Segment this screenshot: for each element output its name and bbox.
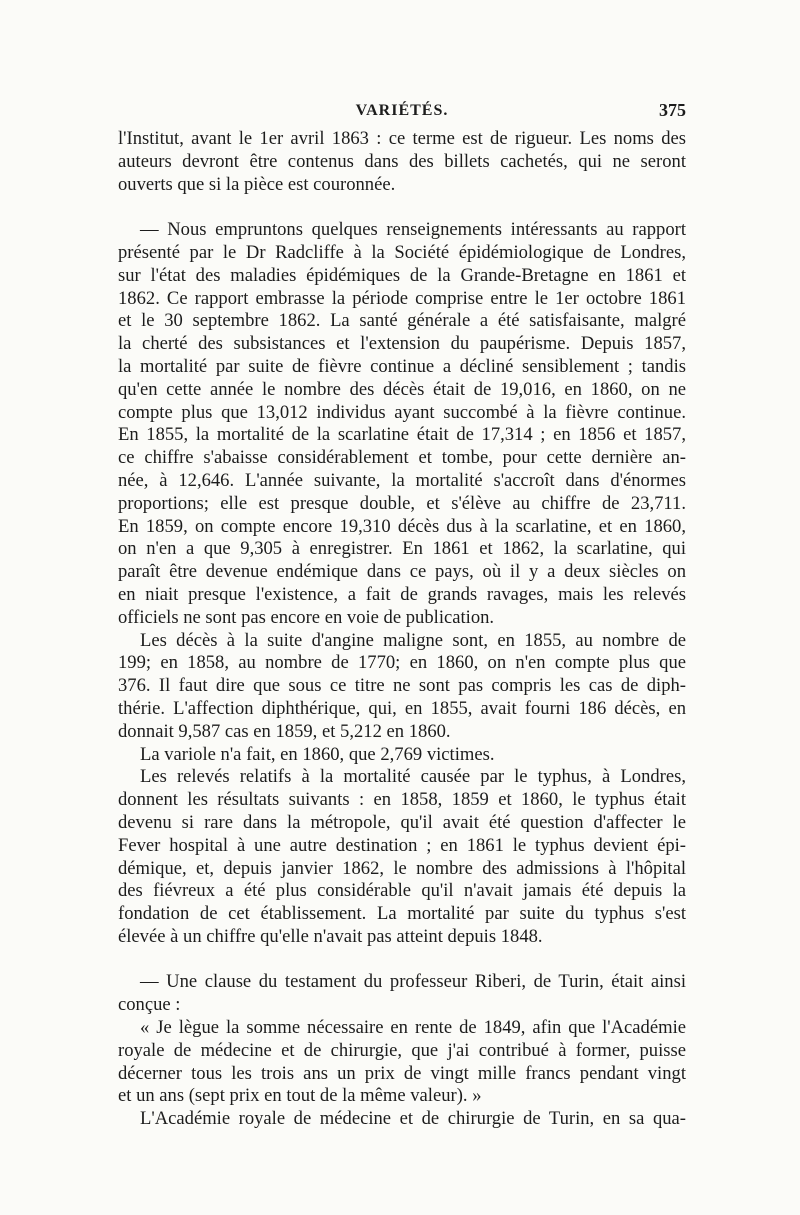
- text-line: — Une clause du testament du professeur Riberi, de Turin, était ainsi: [140, 971, 686, 993]
- text-line: et un ans (sept prix en tout de la même valeur). »: [118, 1085, 482, 1107]
- text-line: proportions; elle est presque double, et s'élève au chiffre de 23,711.: [118, 492, 686, 514]
- text-line: conçue :: [118, 994, 181, 1016]
- text-line: sur l'état des maladies épidémiques de la Grande-Bretagne en 1861 et: [118, 264, 686, 286]
- page-header: [118, 98, 686, 126]
- text-line: la mortalité par suite de fièvre continue a décliné sensiblement ; tandis: [118, 355, 686, 377]
- text-line: l'Institut, avant le 1er avril 1863 : ce terme est de rigueur. Les noms des: [118, 128, 686, 149]
- blank-line: [118, 949, 686, 972]
- text-line: présenté par le Dr Radcliffe à la Société épidémiologique de Londres,: [118, 241, 686, 263]
- text-line: devenu si rare dans la métropole, qu'il avait été question d'affecter le: [118, 811, 686, 833]
- text-line: L'Académie royale de médecine et de chirurgie de Turin, en sa qua-: [140, 1108, 686, 1130]
- text-line: Les décès à la suite d'angine maligne sont, en 1855, au nombre de: [140, 629, 686, 651]
- text-line: élevée à un chiffre qu'elle n'avait pas atteint depuis 1848.: [118, 925, 543, 947]
- page-number: 375: [659, 100, 686, 120]
- text-line: 376. Il faut dire que sous ce titre ne sont pas compris les cas de diph-: [118, 675, 686, 697]
- text-line: et le 30 septembre 1862. La santé générale a été satisfaisante, malgré: [118, 310, 686, 332]
- text-line: démique, et, depuis janvier 1862, le nombre des admissions à l'hôpital: [118, 857, 686, 879]
- text-line: En 1855, la mortalité de la scarlatine était de 17,314 ; en 1856 et 1857,: [118, 424, 686, 446]
- text-line: La variole n'a fait, en 1860, que 2,769 victimes.: [140, 743, 495, 765]
- text-line: la cherté des subsistances et l'extension du paupérisme. Depuis 1857,: [118, 333, 686, 355]
- text-line: donnent les résultats suivants : en 1858, 1859 et 1860, le typhus était: [118, 789, 686, 811]
- text-line: officiels ne sont pas encore en voie de publication.: [118, 606, 495, 628]
- text-line: décerner tous les trois ans un prix de vingt mille francs pendant vingt: [118, 1062, 686, 1084]
- text-line: née, à 12,646. L'année suivante, la mortalité s'accroît dans d'énormes: [118, 469, 686, 491]
- text-line: paraît être devenue endémique dans ce pays, où il y a deux siècles on: [118, 561, 686, 583]
- text-line: on n'en a que 9,305 à enregistrer. En 1861 et 1862, la scarlatine, qui: [118, 538, 686, 560]
- text-line: ouverts que si la pièce est couronnée.: [118, 173, 396, 195]
- text-line: En 1859, on compte encore 19,310 décès dus à la scarlatine, et en 1860,: [118, 515, 686, 537]
- text-line: 1862. Ce rapport embrasse la période comprise entre le 1er octobre 1861: [118, 287, 686, 309]
- text-line: Les relevés relatifs à la mortalité causée par le typhus, à Londres,: [140, 766, 686, 788]
- text-line: des fiévreux a été plus considérable qu'il n'avait jamais été depuis la: [118, 880, 686, 902]
- text-line: en niait presque l'existence, a fait de grands ravages, mais les relevés: [118, 583, 686, 605]
- text-line: fondation de cet établissement. La mortalité par suite du typhus s'est: [118, 903, 686, 925]
- text-line: Fever hospital à une autre destination ; en 1861 le typhus devient épi-: [118, 834, 686, 856]
- running-title: VARIÉTÉS.: [355, 102, 449, 119]
- text-line: auteurs devront être contenus dans des billets cachetés, qui ne seront: [118, 150, 686, 172]
- text-line: 199; en 1858, au nombre de 1770; en 1860, on n'en compte plus que: [118, 652, 686, 674]
- body-text: [118, 128, 686, 1131]
- text-line: ce chiffre s'abaisse considérablement et tombe, pour cette dernière an-: [118, 447, 686, 469]
- text-line: donnait 9,587 cas en 1859, et 5,212 en 1860.: [118, 720, 451, 742]
- text-line: compte plus que 13,012 individus ayant succombé à la fièvre continue.: [118, 401, 686, 423]
- text-line: qu'en cette année le nombre des décès était de 19,016, en 1860, on ne: [118, 378, 686, 400]
- text-line: thérie. L'affection diphthérique, qui, en 1855, avait fourni 186 décès, en: [118, 697, 686, 719]
- text-line: « Je lègue la somme nécessaire en rente de 1849, afin que l'Académie: [140, 1017, 686, 1039]
- blank-line: [118, 196, 686, 219]
- text-line: — Nous empruntons quelques renseignements intéressants au rapport: [140, 219, 686, 241]
- text-line: royale de médecine et de chirurgie, que j'ai contribué à former, puisse: [118, 1039, 686, 1061]
